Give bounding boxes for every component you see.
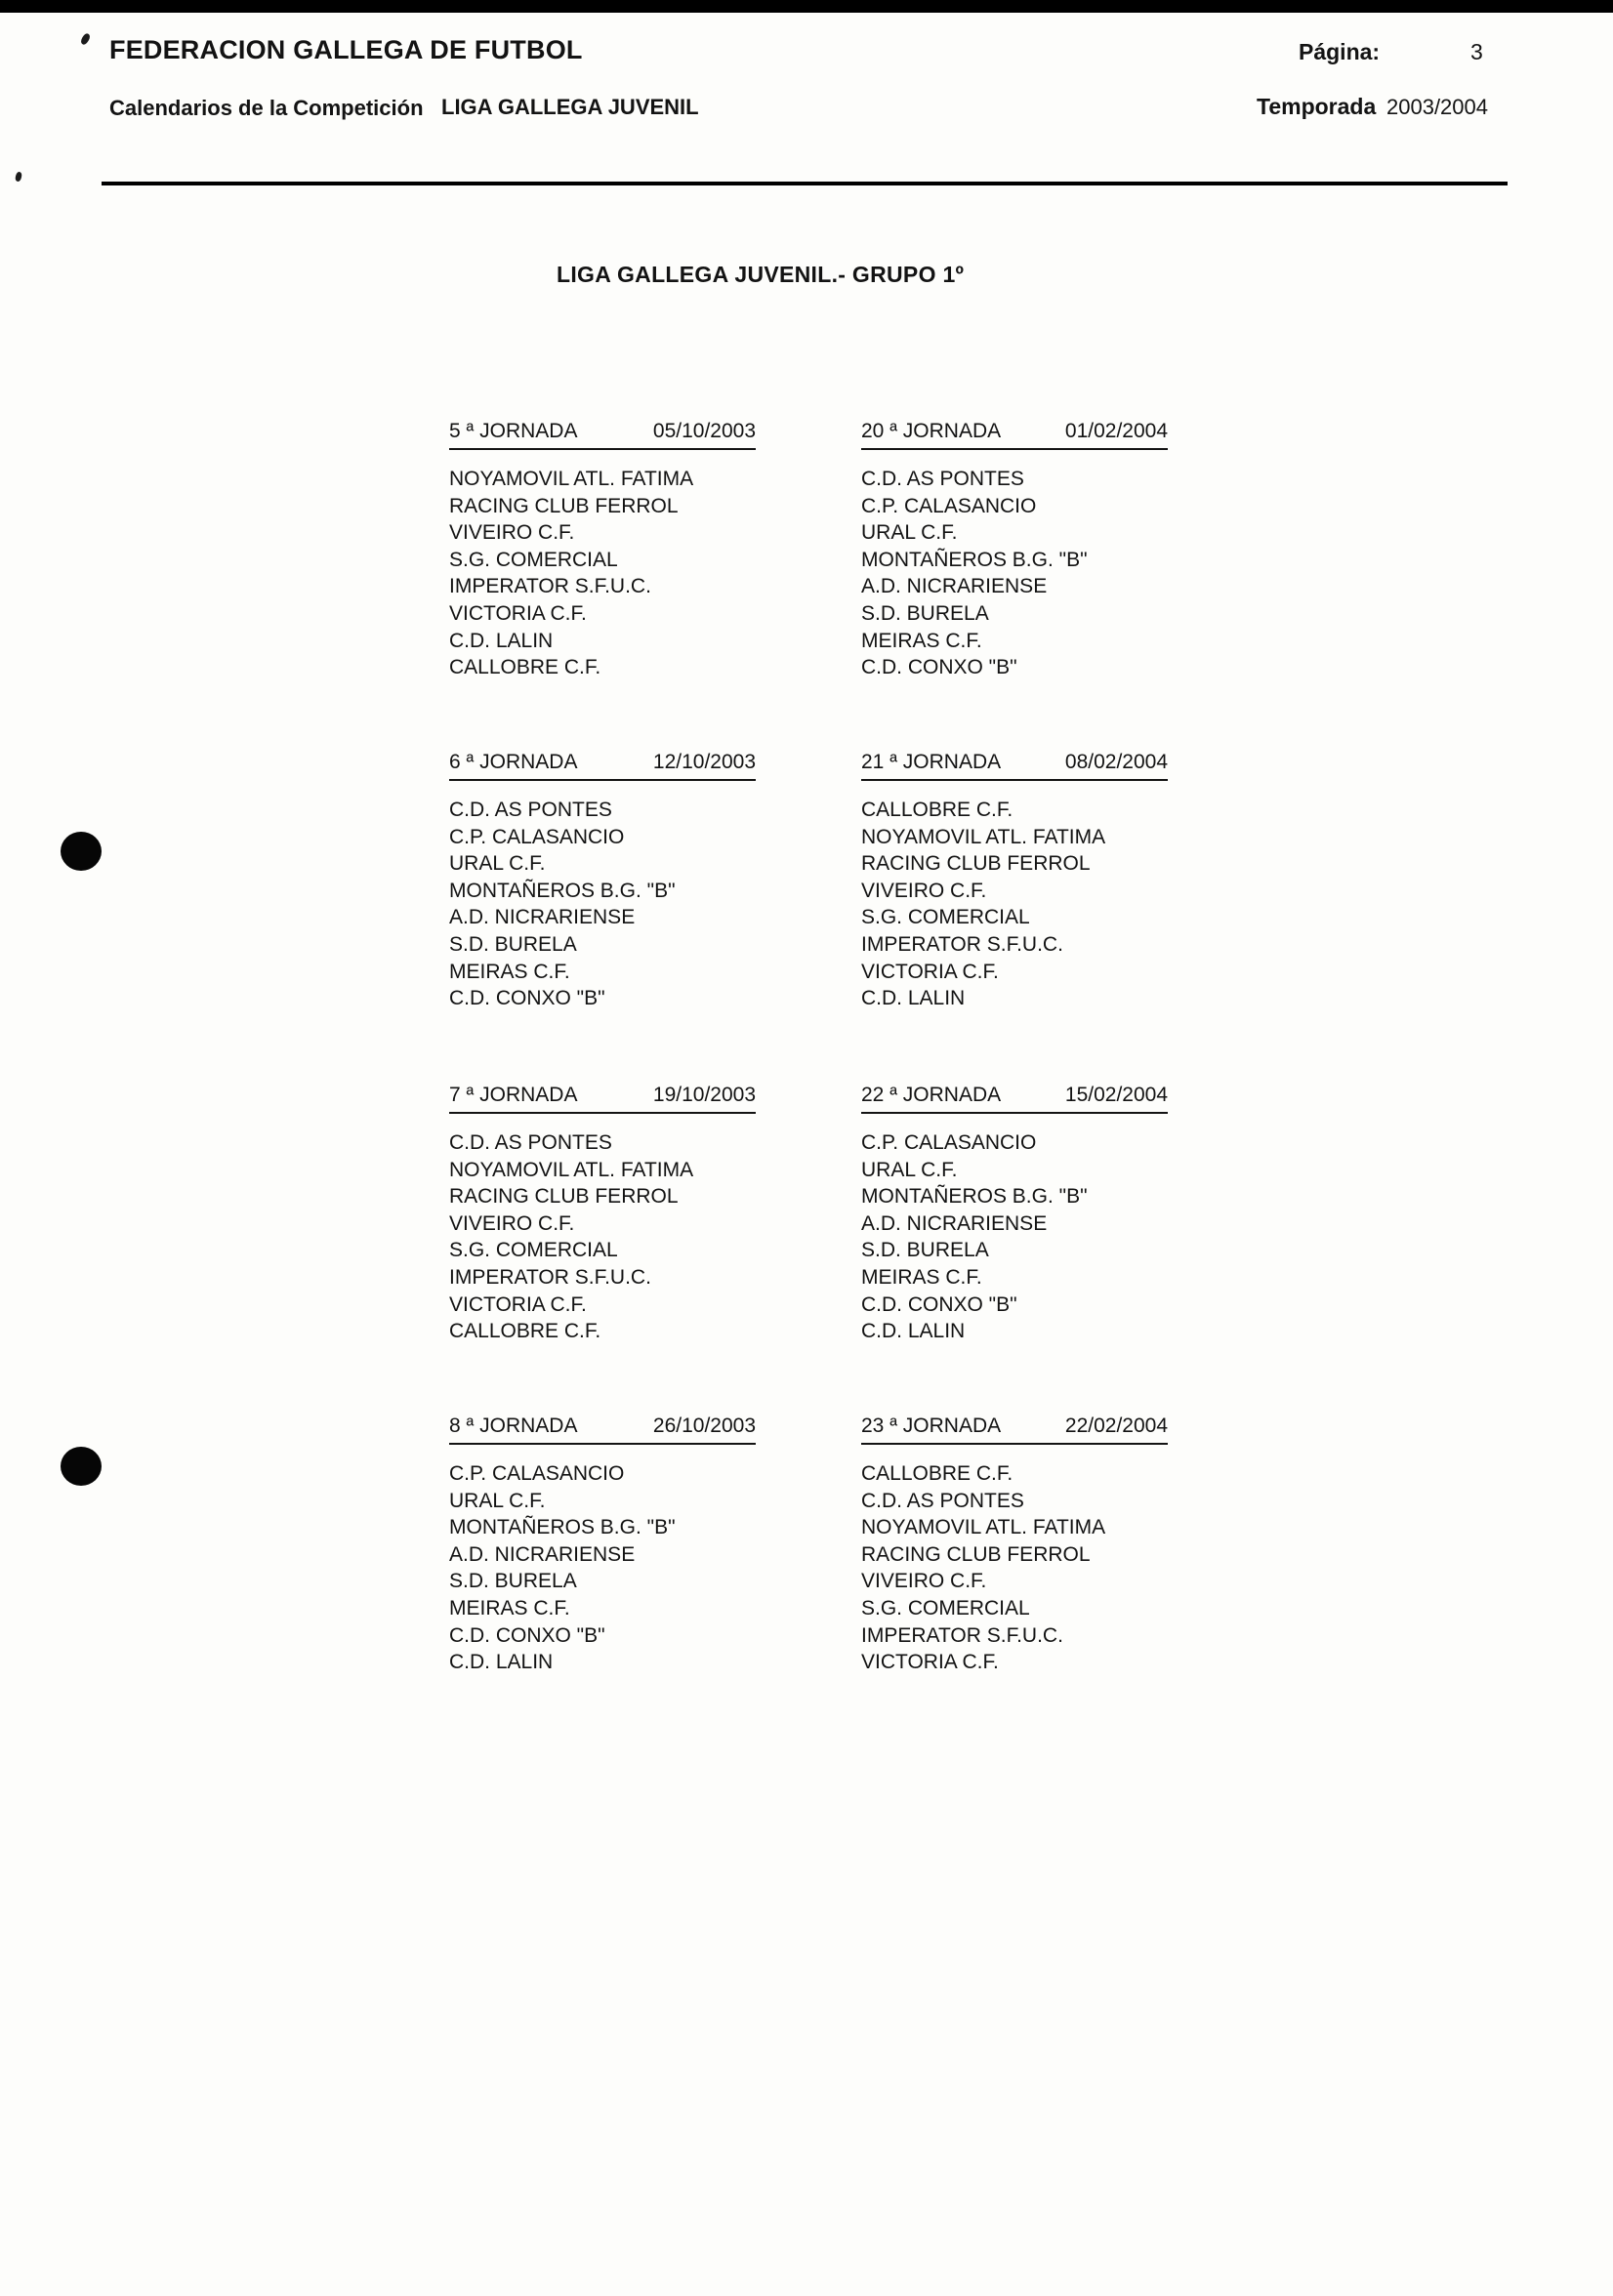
team-name: C.D. AS PONTES	[449, 799, 612, 821]
jornada-block-7	[449, 1084, 756, 1345]
team-name: IMPERATOR S.F.U.C.	[449, 575, 651, 598]
jornada-header	[861, 1084, 1168, 1114]
jornada-block-23	[861, 1414, 1168, 1676]
team-name: S.G. COMERCIAL	[449, 548, 618, 571]
team-name: VIVEIRO C.F.	[449, 521, 575, 545]
jornada-label: 21 ª JORNADA	[861, 751, 1002, 773]
team-name: C.D. AS PONTES	[861, 468, 1024, 490]
team-name: C.D. CONXO "B"	[861, 1292, 1017, 1316]
team-name: A.D. NICRARIENSE	[861, 575, 1048, 598]
team-name: NOYAMOVIL ATL. FATIMA	[861, 1516, 1106, 1539]
team-name: RACING CLUB FERROL	[449, 494, 679, 517]
team-name: IMPERATOR S.F.U.C.	[449, 1265, 651, 1289]
team-name: VICTORIA C.F.	[449, 1292, 587, 1316]
team-name: A.D. NICRARIENSE	[449, 906, 636, 929]
jornada-date: 05/10/2003	[652, 420, 756, 442]
season-label: Temporada	[1257, 94, 1377, 119]
jornada-date: 19/10/2003	[652, 1084, 756, 1106]
jornada-header	[449, 751, 756, 781]
team-list	[449, 466, 756, 681]
jornada-block-22	[861, 1084, 1168, 1345]
team-name: MONTAÑEROS B.G. "B"	[861, 1185, 1088, 1209]
jornada-label: 22 ª JORNADA	[861, 1084, 1002, 1106]
team-name: MEIRAS C.F.	[861, 1265, 982, 1289]
jornada-block-8	[449, 1414, 756, 1676]
team-name: MONTAÑEROS B.G. "B"	[449, 879, 676, 902]
team-list	[861, 1129, 1168, 1345]
jornada-label: 8 ª JORNADA	[449, 1414, 578, 1437]
team-list	[449, 1460, 756, 1676]
jornada-label: 6 ª JORNADA	[449, 751, 578, 773]
team-name: C.P. CALASANCIO	[449, 1462, 625, 1485]
team-name: VIVEIRO C.F.	[449, 1211, 575, 1235]
team-name: S.G. COMERCIAL	[449, 1239, 618, 1262]
team-name: CALLOBRE C.F.	[861, 1462, 1013, 1485]
team-name: A.D. NICRARIENSE	[449, 1542, 636, 1566]
jornada-date: 12/10/2003	[652, 751, 756, 773]
team-name: RACING CLUB FERROL	[861, 1542, 1091, 1566]
team-name: C.D. AS PONTES	[861, 1489, 1024, 1512]
jornada-label: 23 ª JORNADA	[861, 1414, 1002, 1437]
team-name: NOYAMOVIL ATL. FATIMA	[449, 468, 694, 490]
team-name: URAL C.F.	[861, 521, 958, 545]
team-name: CALLOBRE C.F.	[449, 1320, 601, 1343]
jornada-date: 26/10/2003	[652, 1414, 756, 1437]
team-list	[449, 1129, 756, 1345]
team-name: C.D. CONXO "B"	[861, 656, 1017, 679]
team-name: S.D. BURELA	[449, 1570, 577, 1593]
scan-edge-bar	[0, 0, 1613, 13]
team-name: RACING CLUB FERROL	[449, 1185, 679, 1209]
team-name: C.P. CALASANCIO	[449, 825, 625, 848]
team-name: RACING CLUB FERROL	[861, 852, 1091, 876]
jornada-date: 08/02/2004	[1064, 751, 1168, 773]
team-name: URAL C.F.	[861, 1158, 958, 1181]
org-title: FEDERACION GALLEGA DE FUTBOL	[109, 35, 583, 64]
jornada-label: 7 ª JORNADA	[449, 1084, 578, 1106]
jornada-date: 22/02/2004	[1064, 1414, 1168, 1437]
team-name: IMPERATOR S.F.U.C.	[861, 1623, 1063, 1647]
team-name: C.D. CONXO "B"	[449, 1623, 605, 1647]
jornada-label: 5 ª JORNADA	[449, 420, 578, 442]
team-list	[861, 797, 1168, 1012]
team-name: A.D. NICRARIENSE	[861, 1211, 1048, 1235]
team-list	[861, 466, 1168, 681]
team-list	[861, 1460, 1168, 1676]
team-list	[449, 797, 756, 1012]
team-name: URAL C.F.	[449, 852, 546, 876]
page-number: 3	[1470, 39, 1483, 64]
jornada-label: 20 ª JORNADA	[861, 420, 1002, 442]
team-name: C.D. LALIN	[861, 1320, 966, 1343]
team-name: S.D. BURELA	[861, 601, 989, 625]
team-name: C.D. LALIN	[449, 629, 554, 652]
header-rule	[102, 182, 1508, 185]
team-name: VIVEIRO C.F.	[861, 1570, 987, 1593]
document-title: LIGA GALLEGA JUVENIL.- GRUPO 1º	[557, 262, 965, 287]
jornada-block-21	[861, 751, 1168, 1012]
team-name: C.D. LALIN	[449, 1651, 554, 1674]
team-name: URAL C.F.	[449, 1489, 546, 1512]
team-name: C.P. CALASANCIO	[861, 1131, 1037, 1154]
team-name: C.P. CALASANCIO	[861, 494, 1037, 517]
jornada-header	[449, 420, 756, 450]
team-name: S.D. BURELA	[449, 932, 577, 956]
team-name: MEIRAS C.F.	[861, 629, 982, 652]
team-name: S.G. COMERCIAL	[861, 1596, 1030, 1620]
team-name: VICTORIA C.F.	[449, 601, 587, 625]
calendars-label: Calendarios de la Competición	[109, 96, 424, 120]
team-name: MONTAÑEROS B.G. "B"	[449, 1516, 676, 1539]
season-value: 2003/2004	[1386, 95, 1488, 119]
team-name: MEIRAS C.F.	[449, 1596, 570, 1620]
jornada-header	[449, 1414, 756, 1445]
jornada-block-5	[449, 420, 756, 681]
jornada-header	[861, 1414, 1168, 1445]
hole-punch-mark	[61, 1447, 102, 1486]
team-name: IMPERATOR S.F.U.C.	[861, 932, 1063, 956]
team-name: C.D. CONXO "B"	[449, 987, 605, 1010]
scan-speck	[79, 32, 91, 46]
hole-punch-mark	[61, 832, 102, 871]
competition-name: LIGA GALLEGA JUVENIL	[441, 95, 699, 119]
team-name: NOYAMOVIL ATL. FATIMA	[861, 825, 1106, 848]
jornada-date: 01/02/2004	[1064, 420, 1168, 442]
jornada-block-6	[449, 751, 756, 1012]
jornada-block-20	[861, 420, 1168, 681]
team-name: CALLOBRE C.F.	[861, 799, 1013, 821]
team-name: MONTAÑEROS B.G. "B"	[861, 548, 1088, 571]
jornada-header	[449, 1084, 756, 1114]
page-label: Página:	[1299, 39, 1381, 64]
jornada-header	[861, 751, 1168, 781]
team-name: VICTORIA C.F.	[861, 1651, 999, 1674]
team-name: C.D. AS PONTES	[449, 1131, 612, 1154]
team-name: VIVEIRO C.F.	[861, 879, 987, 902]
team-name: MEIRAS C.F.	[449, 960, 570, 983]
jornada-date: 15/02/2004	[1064, 1084, 1168, 1106]
jornada-header	[861, 420, 1168, 450]
team-name: S.D. BURELA	[861, 1239, 989, 1262]
team-name: NOYAMOVIL ATL. FATIMA	[449, 1158, 694, 1181]
team-name: S.G. COMERCIAL	[861, 906, 1030, 929]
scan-speck	[15, 171, 22, 182]
team-name: C.D. LALIN	[861, 987, 966, 1010]
team-name: CALLOBRE C.F.	[449, 656, 601, 679]
team-name: VICTORIA C.F.	[861, 960, 999, 983]
